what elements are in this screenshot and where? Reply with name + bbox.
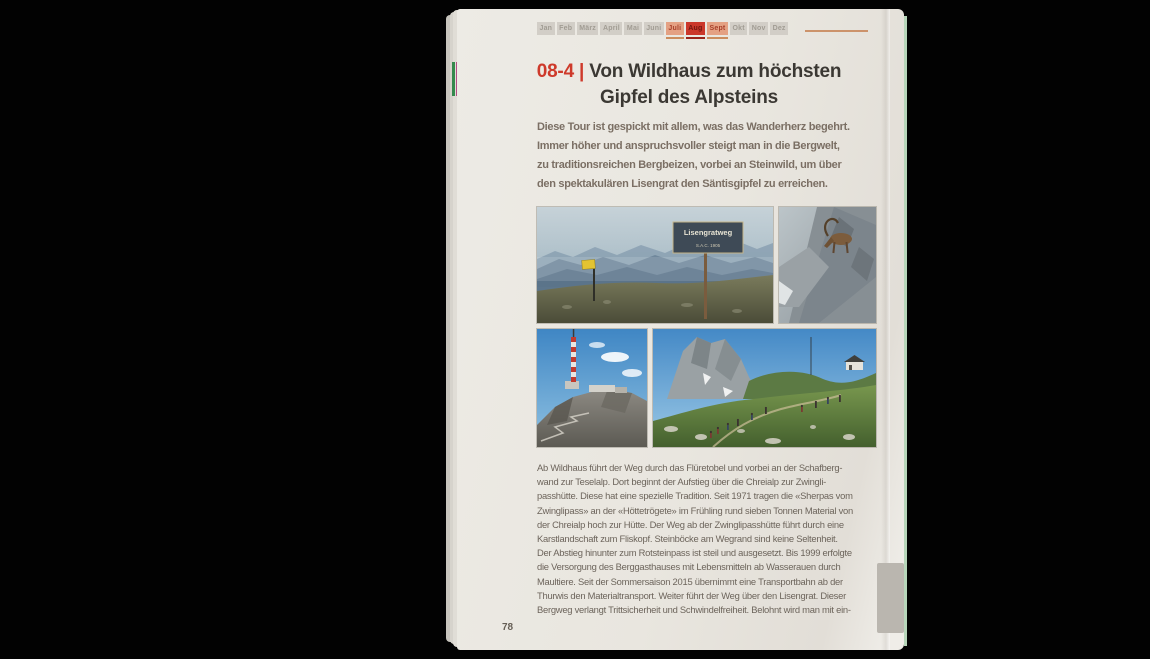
ibex-illustration	[779, 207, 876, 323]
intro-text	[537, 118, 882, 194]
text-line: die Versorgung des Berggasthauses mit Lebensmitteln ab Wasserauen durch	[537, 561, 841, 573]
text-line: den spektakulären Lisengrat den Säntisgipfel zu erreichen.	[537, 178, 828, 190]
hikers-illustration	[653, 329, 876, 447]
month-ribbon	[537, 22, 788, 35]
body-text	[537, 461, 887, 617]
top-right-rule	[805, 30, 868, 32]
month-april: April	[600, 22, 622, 35]
month-okt: Okt	[730, 22, 747, 35]
chapter-tab-green	[452, 62, 455, 96]
text-line: Der Abstieg hinunter zum Rotsteinpass ist steil und ausgesetzt. Bis 1999 erfolgte	[537, 547, 852, 559]
text-line: Thurwis den Materialtransport. Weiter führt der Weg über den Lisengrat. Dieser	[537, 589, 846, 601]
text-line: Karstlandschaft zum Fliskopf. Steinböcke am Wegrand sind keine Seltenheit.	[537, 533, 838, 545]
chapter-tab-gray	[877, 563, 904, 633]
sign-text-main: Lisengratweg	[683, 228, 733, 237]
sign-text-sub: S.A.C. 1905	[695, 243, 721, 248]
text-line: zu traditionsreichen Bergbeizen, vorbei an Steinwild, um über	[537, 159, 842, 171]
tour-number: 08-4	[536, 61, 574, 82]
month-juli: Juli	[666, 22, 684, 35]
photo-steinbock	[779, 207, 876, 323]
book-page	[457, 9, 904, 650]
month-feb: Feb	[557, 22, 575, 35]
text-line: Bergweg verlangt Trittsicherheit und Schwindelfreiheit. Belohnt wird man mit ein-	[537, 604, 851, 616]
page-title	[519, 59, 859, 111]
title-separator: |	[579, 61, 585, 82]
month-juni: Juni	[644, 22, 664, 35]
text-line: passhütte. Diese hat eine spezielle Tradition. Seit 1971 tragen die «Sherpas vom	[537, 490, 853, 502]
panorama-illustration	[537, 207, 773, 323]
month-märz: März	[577, 22, 599, 35]
text-line: wand zur Teselalp. Dort beginnt der Aufstieg über die Chreialp zur Zwingli-	[537, 476, 827, 488]
text-line: Maultiere. Seit der Sommersaison 2015 übernimmt eine Transportbahn ab der	[537, 575, 843, 587]
text-line: Immer höher und anspruchsvoller steigt man in die Bergwelt,	[537, 140, 840, 152]
month-aug: Aug	[686, 22, 705, 35]
month-dez: Dez	[770, 22, 788, 35]
text-line: der Chreialp hoch zur Hütte. Der Weg ab der Zwinglipasshütte führt durch eine	[537, 518, 844, 530]
text-line: Ab Wildhaus führt der Weg durch das Flüretobel und vorbei an der Schafberg-	[537, 462, 843, 473]
book-cover-edge	[904, 16, 907, 646]
month-jan: Jan	[537, 22, 555, 35]
saentis-illustration	[537, 329, 647, 447]
photo-saentis-summit	[537, 329, 647, 447]
text-line: Zwinglipass» an der «Höttetrögete» im Frühling rund sieben Tonnen Material von	[537, 504, 853, 516]
title-line-1	[519, 59, 859, 85]
month-sept: Sept	[707, 22, 728, 35]
title-line-2: Gipfel des Alpsteins	[600, 87, 778, 108]
text-line: Diese Tour ist gespickt mit allem, was das Wanderherz begehrt.	[537, 121, 850, 133]
month-nov: Nov	[749, 22, 768, 35]
photo-hikers-rotsteinpass	[653, 329, 876, 447]
page-number: 78	[502, 622, 514, 633]
photo-panorama-lisengrat	[537, 207, 773, 323]
month-mai: Mai	[624, 22, 641, 35]
title-text-1: Von Wildhaus zum höchsten	[589, 61, 842, 82]
